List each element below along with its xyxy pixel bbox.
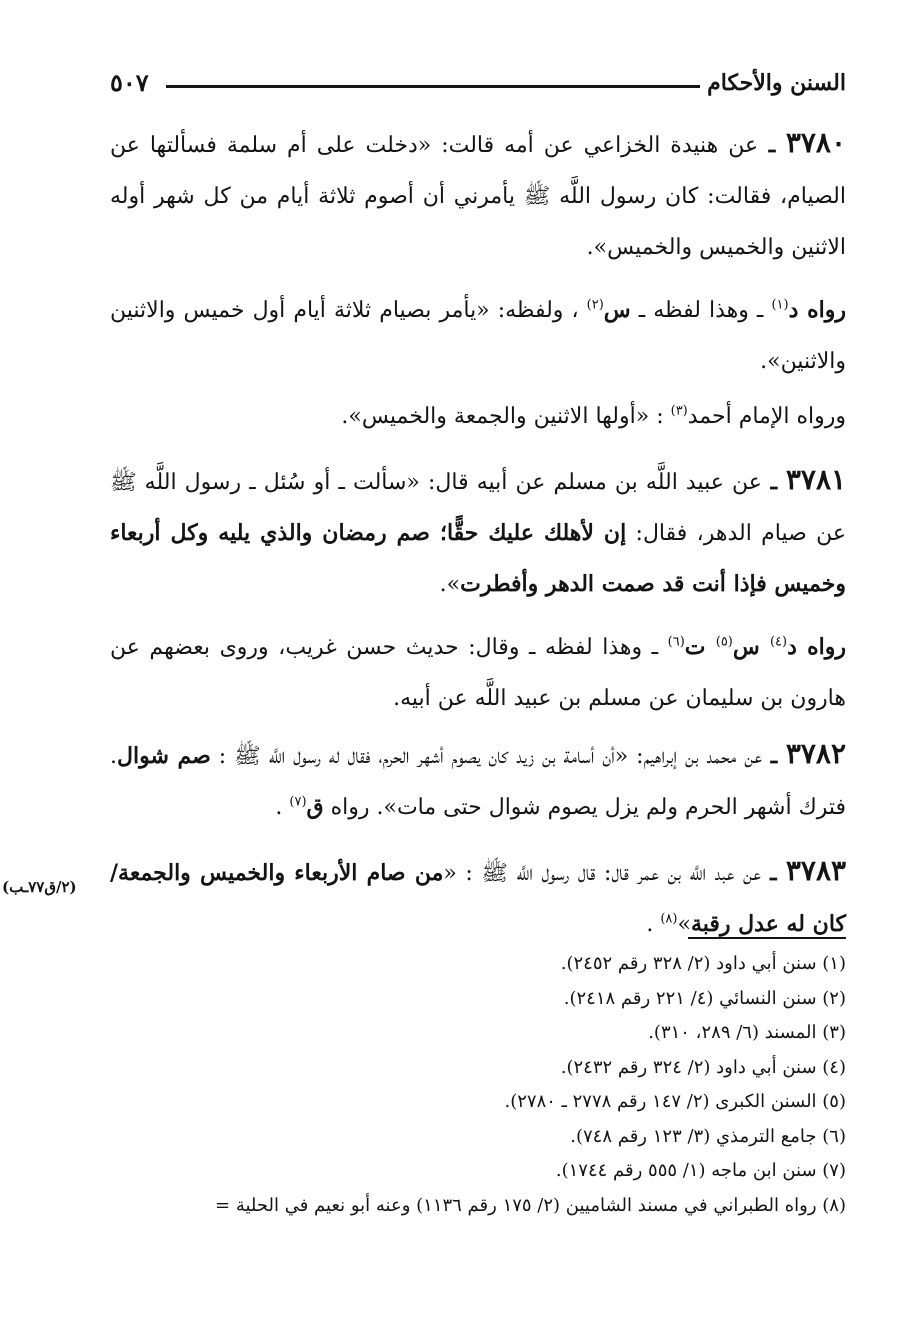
footnote-item: (٢) سنن النسائي (٤/ ٢٢١ رقم ٢٤١٨). (563, 987, 846, 1009)
footnote-item: (٦) جامع الترمذي (٣/ ١٢٣ رقم ٧٤٨). (570, 1125, 846, 1147)
header-rule (166, 85, 700, 88)
takhrij-3780 (110, 285, 846, 387)
footnote-item: (٤) سنن أبي داود (٢/ ٣٢٤ رقم ٢٤٣٢). (560, 1056, 846, 1078)
footnote-ref: (٧) (289, 794, 307, 810)
hadith-text: عن عبيد اللَّه بن مسلم عن أبيه قال: «سألت ـ أو سُئل ـ رسول اللَّه ﷺ عن صيام الدهر، فقال: (110, 470, 846, 546)
hadith-end: » (677, 912, 691, 937)
footnote-ref: (٨) (660, 911, 678, 927)
footnote-item: (٥) السنن الكبرى (٢/ ١٤٧ رقم ٢٧٧٨ ـ ٢٧٨٠). (504, 1091, 846, 1112)
hadith-3780 (110, 117, 846, 273)
main-text (110, 117, 846, 962)
number-dash: ـ (761, 469, 786, 495)
takhrij-prefix: ورواه الإمام أحمد (687, 404, 846, 429)
footnote-item: (١) سنن أبي داود (٢/ ٣٢٨ رقم ٢٤٥٢). (560, 953, 846, 974)
hadith-3782 (110, 728, 846, 833)
hadith-3783 (110, 845, 846, 950)
source-code: ت (684, 634, 716, 660)
number-dash: ـ (758, 132, 786, 158)
hadith-bold-text: إن لأهلك عليك حقًّا؛ صم رمضان والذي يليه وكل أربعاء وخميس فإذا أنت قد صمت الدهر وأفطرت (110, 520, 846, 597)
footnote-ref: (١) (771, 297, 789, 313)
footnotes-list (110, 947, 846, 1223)
takhrij-middle: ـ وهذا لفظه ـ (630, 298, 772, 323)
manuscript-margin-note: (٢/ق٧٧ـب) (2, 878, 77, 896)
running-title: السنن والأحكام (707, 70, 846, 96)
takhrij-prefix: رواه د (788, 297, 846, 323)
takhrij-text: : «أولها الاثنين والجمعة والخميس». (341, 404, 671, 429)
hadith-number: ٣٧٨١ (785, 463, 847, 496)
hadith-end-2: . (646, 912, 661, 937)
hadith-number: ٣٧٨٣ (785, 854, 847, 887)
hadith-text: عن محمد بن إبراهيم: «أن أسامة بن زيد كان يصوم أشهر الحرم، فقال له رسول اللَّه ﷺ : (210, 744, 763, 769)
hadith-number: ٣٧٨٢ (785, 737, 846, 770)
footnote-rule (688, 937, 846, 939)
hadith-text-cont: . فترك أشهر الحرم ولم يزل يصوم شوال حتى مات». رواه (110, 744, 846, 820)
footnote-ref: (٢) (586, 297, 604, 313)
hadith-3781 (110, 454, 846, 610)
takhrij-prefix: رواه د (787, 634, 846, 660)
takhrij-text: ـ وهذا لفظه ـ وقال: حديث حسن غريب، وروى بعضهم عن هارون بن سليمان عن مسلم بن عبيد اللَّه عن أبيه. (110, 635, 846, 711)
number-dash: ـ (762, 743, 786, 769)
footnote-ref: (٥) (715, 634, 733, 650)
takhrij-3781 (110, 622, 846, 724)
hadith-bold-text: صم شوال (117, 743, 211, 769)
hadith-end: ». (439, 572, 461, 597)
source-code: ق (306, 794, 324, 820)
footnote-ref: (٦) (667, 634, 685, 650)
source-code: س (732, 634, 770, 660)
hadith-end: . (275, 795, 290, 820)
footnote-ref: (٣) (670, 403, 688, 419)
takhrij-3780-ahmad (110, 391, 846, 442)
source-code: س (603, 297, 631, 323)
hadith-text: عن هنيدة الخزاعي عن أمه قالت: «دخلت على أم سلمة فسألتها عن الصيام، فقالت: كان رسول اللَّه ﷺ يأمرني أن أصوم ثلاثة أيام من كل شهر أوله الاثنين والخميس والخميس». (110, 133, 846, 260)
hadith-text: عن عبد اللَّه بن عمر قال: قال رسول اللَّه ﷺ : « (443, 861, 761, 886)
hadith-number: ٣٧٨٠ (785, 126, 846, 159)
takhrij-text: ، ولفظه: «يأمر بصيام ثلاثة أيام أول خميس والاثنين والاثنين». (110, 298, 846, 374)
hadith-bold-text: من صام الأربعاء والخميس والجمعة/ كان له عدل رقبة (110, 860, 846, 937)
footnote-item: (٨) رواه الطبراني في مسند الشاميين (٢/ ١٧٥ رقم ١١٣٦) وعنه أبو نعيم في الحلية = (215, 1194, 846, 1216)
page-header (110, 66, 846, 106)
number-dash: ـ (760, 860, 786, 886)
footnote-item: (٧) سنن ابن ماجه (١/ ٥٥٥ رقم ١٧٤٤). (555, 1160, 846, 1181)
footnote-item: (٣) المسند (٦/ ٢٨٩، ٣١٠). (648, 1022, 846, 1043)
footnote-ref: (٤) (769, 634, 788, 650)
page-number: ٥٠٧ (110, 68, 149, 97)
